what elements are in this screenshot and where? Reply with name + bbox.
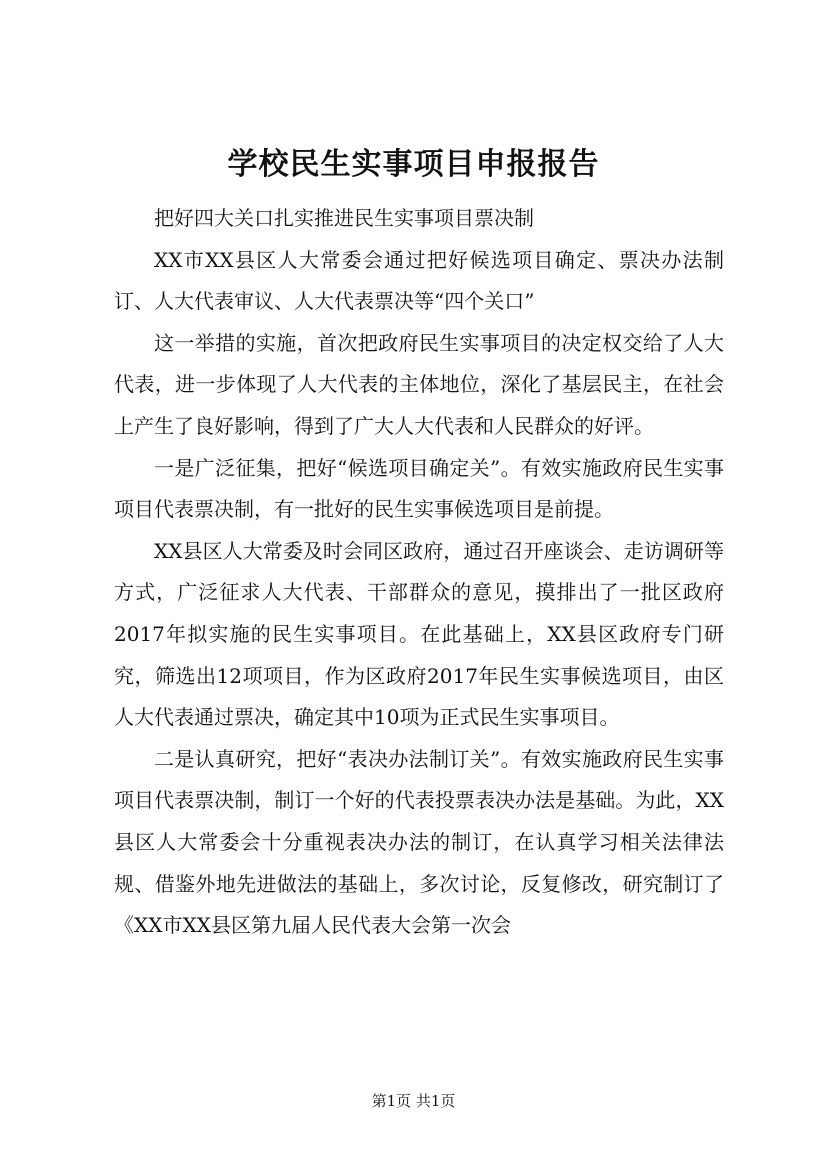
document-body	[114, 198, 724, 947]
paragraph-1: 把好四大关口扎实推进民生实事项目票决制	[154, 206, 534, 230]
page-footer: 第1页 共1页	[371, 1092, 456, 1110]
document-title: 学校民生实事项目申报报告	[227, 147, 600, 182]
paragraph-2: XX市XX县区人大常委会通过把好候选项目确定、票决办法制订、人大代表审议、人大代表票决等“四个关口”	[114, 247, 724, 314]
paragraph-4: 一是广泛征集，把好“候选项目确定关”。有效实施政府民生实事项目代表票决制，有一批好的民生实事候选项目是前提。	[114, 455, 724, 522]
paragraph-5: XX县区人大常委及时会同区政府，通过召开座谈会、走访调研等方式，广泛征求人大代表、干部群众的意见，摸排出了一批区政府2017年拟实施的民生实事项目。在此基础上，XX县区政府专门研究，筛选出12项项目，作为区政府2017年民生实事候选项目，由区人大代表通过票决，确定其中10项为正式民生实事项目。	[114, 538, 724, 730]
paragraph-3: 这一举措的实施，首次把政府民生实事项目的决定权交给了人大代表，进一步体现了人大代表的主体地位，深化了基层民主，在社会上产生了良好影响，得到了广大人大代表和人民群众的好评。	[114, 330, 724, 438]
paragraph-6: 二是认真研究，把好“表决办法制订关”。有效实施政府民生实事项目代表票决制，制订一个好的代表投票表决办法是基础。为此，XX县区人大常委会十分重视表决办法的制订，在认真学习相关法律法规、借鉴外地先进做法的基础上，多次讨论，反复修改，研究制订了《XX市XX县区第九届人民代表大会第一次会	[114, 746, 724, 938]
